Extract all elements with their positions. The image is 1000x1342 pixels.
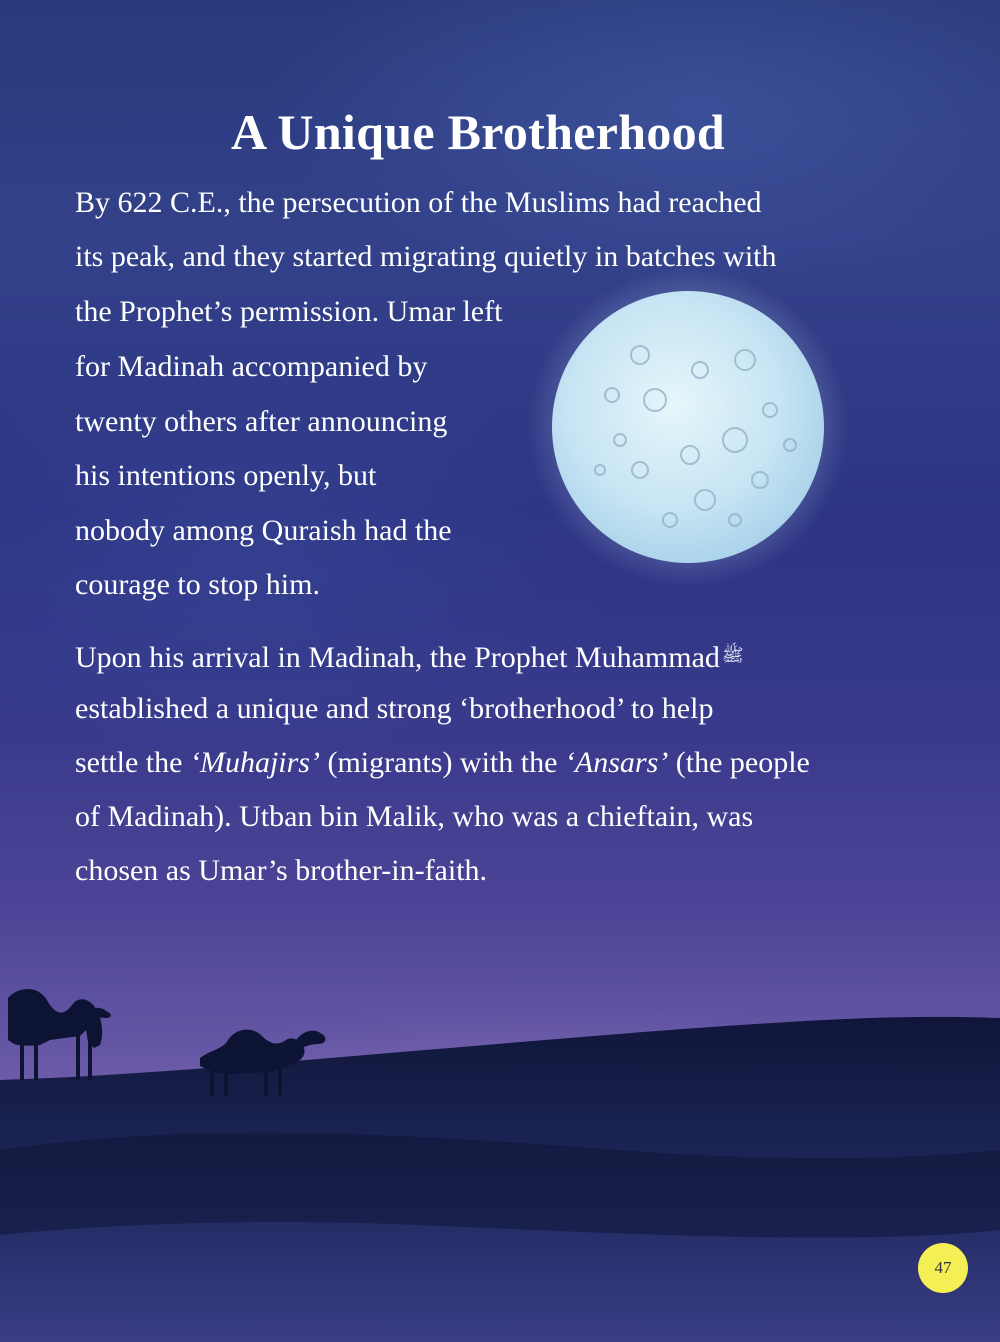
text-line: of Madinah). Utban bin Malik, who was a chieftain, was: [75, 800, 754, 833]
honorific-glyph: ﷺ: [721, 645, 744, 665]
text-line: the Prophet’s permission. Umar left: [75, 295, 503, 328]
text-line: its peak, and they started migrating quietly in batches with: [75, 240, 777, 273]
text-line: his intentions openly, but: [75, 459, 377, 492]
moon: [552, 291, 824, 563]
text-segment: (migrants) with the: [319, 746, 565, 779]
text-line: twenty others after announcing: [75, 405, 448, 438]
text-segment: settle the: [75, 746, 190, 779]
text-line: nobody among Quraish had the: [75, 514, 452, 547]
text-line: for Madinah accompanied by: [75, 350, 428, 383]
text-line: courage to stop him.: [75, 568, 320, 601]
text-segment: (the people: [668, 746, 810, 779]
text-line: [75, 638, 744, 675]
text-line: established a unique and strong ‘brotherhood’ to help: [75, 692, 714, 725]
term-ansars: ‘Ansars’: [564, 746, 669, 779]
text-line: By 622 C.E., the persecution of the Muslims had reached: [75, 186, 762, 219]
page-number-badge: 47: [918, 1243, 968, 1293]
text-line: chosen as Umar’s brother-in-faith.: [75, 854, 488, 887]
text-segment: Upon his arrival in Madinah, the Prophet Muhammad: [75, 641, 720, 674]
term-muhajirs: ‘Muhajirs’: [189, 746, 320, 779]
page-title: A Unique Brotherhood: [230, 104, 726, 160]
text-line: [75, 746, 810, 780]
camel-silhouette-left: [8, 989, 111, 1080]
